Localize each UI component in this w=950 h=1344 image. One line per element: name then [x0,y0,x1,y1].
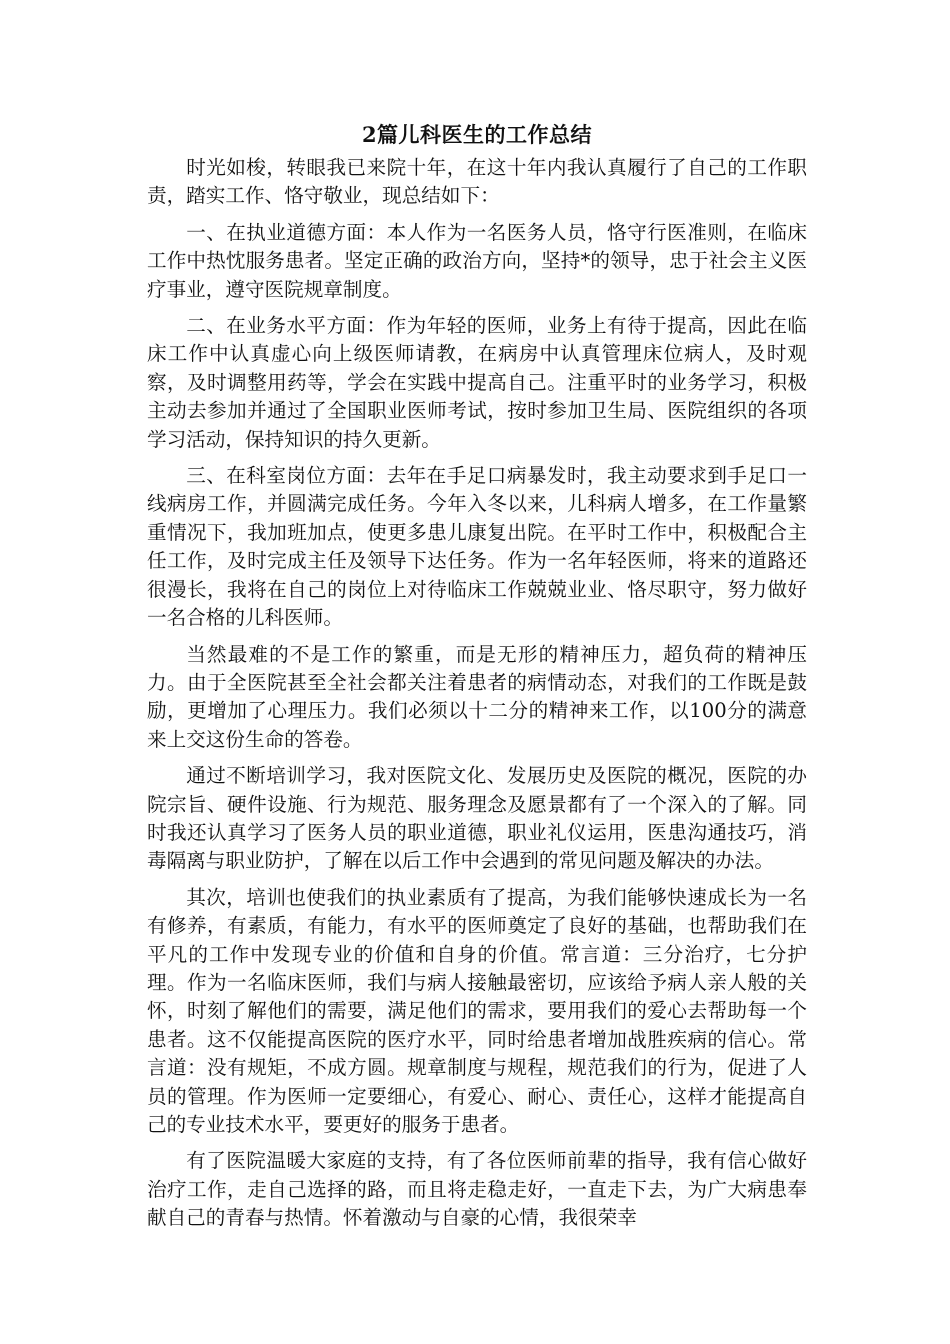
paragraph-closing: 有了医院温暖大家庭的支持，有了各位医师前辈的指导，我有信心做好治疗工作，走自己选择的路，而且将走稳走好，一直走下去，为广大病患奉献自己的青春与热情。怀着激动与自豪的心情，我很荣幸 [147,1149,807,1230]
document-title: 2篇儿科医生的工作总结 [361,122,593,147]
paragraph-pressure: 当然最难的不是工作的繁重，而是无形的精神压力，超负荷的精神压力。由于全医院甚至全社会都关注着患者的病情动态，对我们的工作既是鼓励，更增加了心理压力。我们必须以十二分的精神来工作，以100分的满意来上交这份生命的答卷。 [147,642,807,751]
paragraph-intro: 时光如梭，转眼我已来院十年，在这十年内我认真履行了自己的工作职责，踏实工作、恪守敬业，现总结如下： [147,156,807,208]
paragraph-department: 三、在科室岗位方面：去年在手足口病暴发时，我主动要求到手足口一线病房工作，并圆满完成任务。今年入冬以来，儿科病人增多，在工作量繁重情况下，我加班加点，使更多患儿康复出院。在平时工作中，积极配合主任工作，及时完成主任及领导下达任务。作为一名年轻医师，将来的道路还很漫长，我将在自己的岗位上对待临床工作兢兢业业、恪尽职守，努力做好一名合格的儿科医师。 [147,464,807,630]
document-page [147,120,807,1241]
paragraph-training: 通过不断培训学习，我对医院文化、发展历史及医院的概况，医院的办院宗旨、硬件设施、行为规范、服务理念及愿景都有了一个深入的了解。同时我还认真学习了医务人员的职业道德，职业礼仪运用，医患沟通技巧，消毒隔离与职业防护，了解在以后工作中会遇到的常见问题及解决的办法。 [147,764,807,873]
paragraph-quality: 其次，培训也使我们的执业素质有了提高，为我们能够快速成长为一名有修养，有素质，有能力，有水平的医师奠定了良好的基础，也帮助我们在平凡的工作中发现专业的价值和自身的价值。常言道：三分治疗，七分护理。作为一名临床医师，我们与病人接触最密切，应该给予病人亲人般的关怀，时刻了解他们的需要，满足他们的需求，要用我们的爱心去帮助每一个患者。这不仅能提高医院的医疗水平，同时给患者增加战胜疾病的信心。常言道：没有规矩，不成方圆。规章制度与规程，规范我们的行为，促进了人员的管理。作为医师一定要细心，有爱心、耐心、责任心，这样才能提高自己的专业技术水平，要更好的服务于患者。 [147,885,807,1136]
paragraph-skills: 二、在业务水平方面：作为年轻的医师，业务上有待于提高，因此在临床工作中认真虚心向上级医师请教，在病房中认真管理床位病人，及时观察，及时调整用药等，学会在实践中提高自己。注重平时的业务学习，积极主动去参加并通过了全国职业医师考试，按时参加卫生局、医院组织的各项学习活动，保持知识的持久更新。 [147,314,807,451]
paragraph-ethics: 一、在执业道德方面：本人作为一名医务人员，恪守行医准则，在临床工作中热忱服务患者。坚定正确的政治方向，坚持*的领导，忠于社会主义医疗事业，遵守医院规章制度。 [147,220,807,301]
